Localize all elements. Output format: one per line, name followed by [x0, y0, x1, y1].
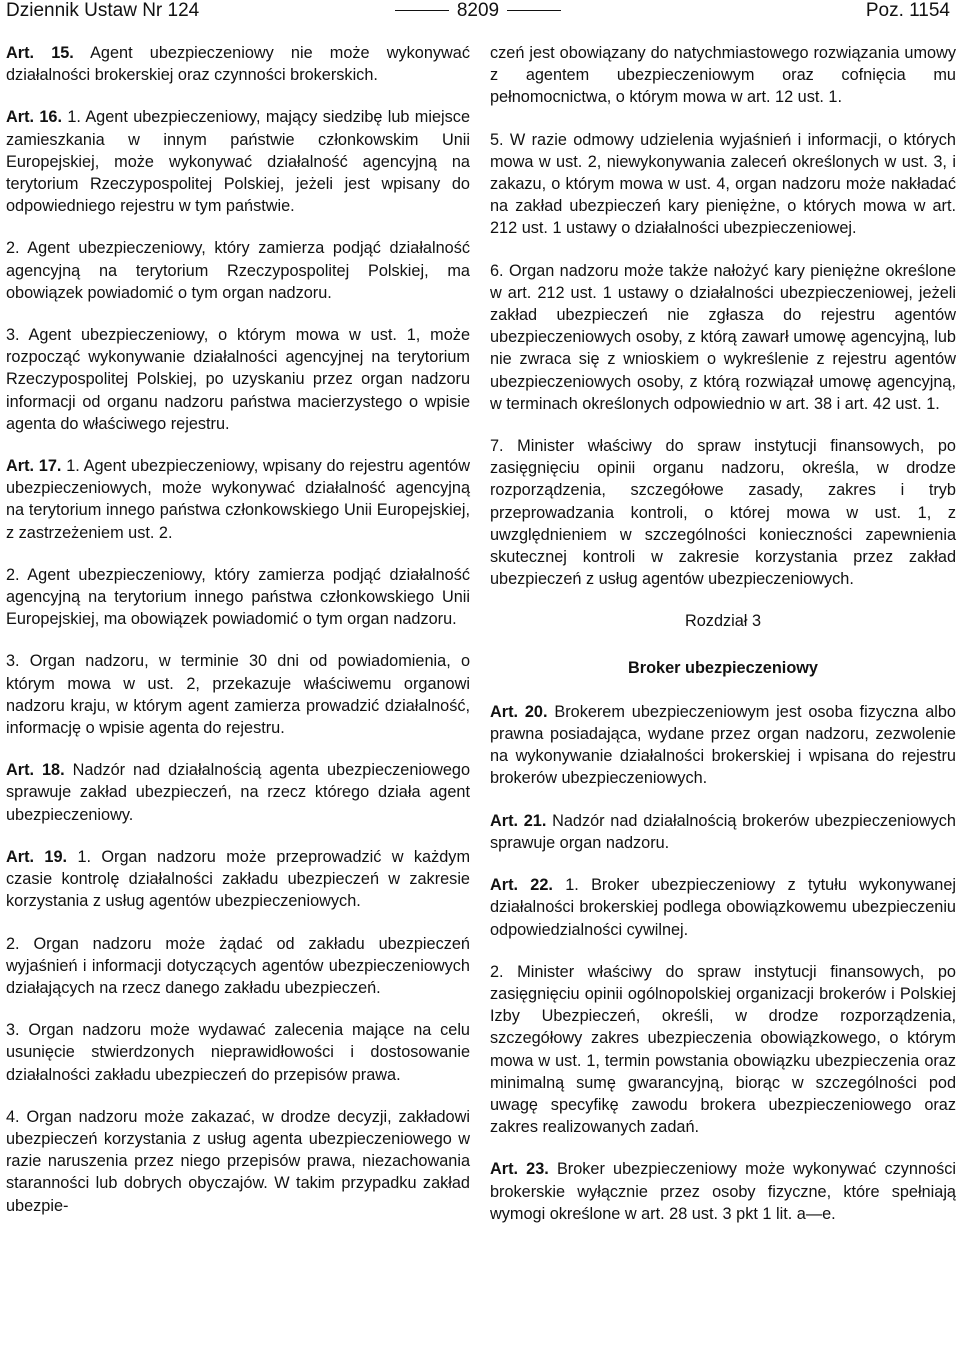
right-column — [490, 42, 956, 1245]
journal-title: Dziennik Ustaw Nr 124 — [6, 0, 200, 21]
article-number: Art. 18. — [6, 761, 65, 780]
paragraph-text: 4. Organ nadzoru może zakazać, w drodze decyzji, zakładowi ubezpieczeń korzystania z usług agenta ubezpieczeniowego w razie naruszenia przez niego przepisów prawa, niezachowania staranności lub dobrych obyczajów. W takim przypadku zakład ubezpie- — [6, 1107, 470, 1215]
paragraph-text: 6. Organ nadzoru może także nałożyć kary pieniężne określone w art. 212 ust. 1 ustawy o działalności ubezpieczeniowej, jeżeli zakład ubezpieczeń nie zgłasza do rejestru agentów ubezpieczeniowych osoby, z którą zawarł umowę agencyjną, lub nie zwraca się z wnioskiem o wykreślenie z rejestru agentów ubezpieczeniowych osoby, z którą rozwiązał umowę agencyjną, w terminach określonych odpowiednio w art. 38 i art. 42 ust. 1. — [490, 261, 956, 413]
paragraph-text: czeń jest obowiązany do natychmiastowego rozwiązania umowy z agentem ubezpieczeniowym oraz cofnięcia mu pełnomocnictwa, o którym mowa w art. 12 ust. 1. — [490, 44, 956, 107]
paragraph-text: Brokerem ubezpieczeniowym jest osoba fizyczna albo prawna posiadająca, wydane przez organ nadzoru, zezwolenie na wykonywanie działalności brokerskiej i wpisana do rejestru brokerów ubezpieczeniowych. — [490, 702, 956, 788]
paragraph-text: 2. Minister właściwy do spraw instytucji finansowych, po zasięgnięciu opinii ogólnopolskiej organizacji brokerów i Polskiej Izby Ubezpieczeń, określi, w drodze rozporządzenia, szczegółowy zakres ubezpieczenia obowiązkowego, o którym mowa w ust. 1, termin powstania obowiązku ubezpieczenia oraz minimalną sumę gwarancyjną, biorąc w szczególności pod uwagę specyfikę zawodu brokera ubezpieczeniowego oraz zakres realizowanych zadań. — [490, 962, 956, 1137]
article-number: Art. 17. — [6, 457, 62, 476]
paragraph-text: 1. Agent ubezpieczeniowy, wpisany do rejestru agentów ubezpieczeniowych, może wykonywać działalność agencyjną na terytorium innego państwa członkowskiego Unii Europejskiej, z zastrzeżeniem ust. 2. — [6, 457, 470, 542]
paragraph — [6, 106, 470, 217]
article-number: Art. 21. — [490, 811, 547, 830]
paragraph — [490, 874, 956, 941]
paragraph — [6, 1106, 470, 1217]
article-number: Art. 15. — [6, 44, 74, 62]
paragraph-text: 1. Agent ubezpieczeniowy, mający siedzibę lub miejsce zamieszkania w innym państwie członkowskim Unii Europejskiej, może wykonywać działalność agencyjną na terytorium Rzeczypospolitej Polskiej, jeżeli jest wpisany do odpowiedniego rejestru w tym państwie. — [6, 108, 470, 216]
paragraph-text: 1. Broker ubezpieczeniowy z tytułu wykonywanej działalności brokerskiej podlega obowiązkowemu ubezpieczeniu odpowiedzialności cywilnej. — [490, 876, 956, 939]
paragraph-text: Broker ubezpieczeniowy może wykonywać czynności brokerskie wyłącznie przez osoby fizyczne, które spełniają wymogi określone w art. 28 ust. 3 pkt 1 lit. a—e. — [490, 1160, 956, 1223]
paragraph — [6, 650, 470, 739]
paragraph — [490, 129, 956, 240]
article-number: Art. 20. — [490, 702, 548, 721]
dash-right — [507, 10, 561, 11]
paragraph — [6, 237, 470, 304]
paragraph-text: 2. Agent ubezpieczeniowy, który zamierza podjąć działalność agencyjną na terytorium Rzeczypospolitej Polskiej, ma obowiązek powiadomić o tym organ nadzoru. — [6, 239, 470, 302]
paragraph — [490, 42, 956, 109]
article-number: Art. 23. — [490, 1160, 549, 1179]
paragraph — [490, 810, 956, 854]
paragraph — [6, 564, 470, 631]
paragraph — [6, 933, 470, 1000]
paragraph-text: 1. Organ nadzoru może przeprowadzić w każdym czasie kontrolę działalności zakładu ubezpieczeń w zakresie korzystania z usług agentów ubezpieczeniowych. — [6, 847, 471, 911]
article-number: Art. 16. — [6, 108, 62, 127]
page-header — [6, 0, 950, 22]
page-number-line — [6, 0, 950, 22]
paragraph — [490, 260, 956, 415]
paragraph-text: 2. Agent ubezpieczeniowy, który zamierza podjąć działalność agencyjną na terytorium innego państwa członkowskiego Unii Europejskiej, ma obowiązek powiadomić o tym organ nadzoru. — [6, 565, 470, 629]
paragraph — [6, 324, 470, 435]
position-number: Poz. 1154 — [865, 0, 950, 21]
paragraph-text: 2. Organ nadzoru może żądać od zakładu ubezpieczeń wyjaśnień i informacji dotyczących agentów ubezpieczeniowych działających na rzecz danego zakładu ubezpieczeń. — [6, 934, 470, 997]
paragraph — [490, 701, 956, 790]
paragraph — [490, 1158, 956, 1225]
paragraph-text: Nadzór nad działalnością agenta ubezpieczeniowego sprawuje zakład ubezpieczeń, na rzecz którego działa agent ubezpieczeniowy. — [6, 761, 470, 824]
page-number: 8209 — [456, 0, 500, 21]
paragraph-text: 5. W razie odmowy udzielenia wyjaśnień i informacji, o których mowa w ust. 2, niewykonywania zaleceń określonych w ust. 3, i zakazu, o którym mowa w ust. 4, organ nadzoru może nakładać na zakład ubezpieczeń kary pieniężne, o których mowa w art. 212 ust. 1 ustawy o działalności ubezpieczeniowej. — [490, 130, 956, 238]
paragraph — [490, 435, 956, 590]
paragraph — [6, 846, 470, 913]
chapter-heading: Rozdział 3 — [684, 612, 762, 631]
dash-left — [395, 10, 449, 11]
paragraph-text: 3. Organ nadzoru, w terminie 30 dni od powiadomienia, o którym mowa w ust. 2, przekazuje właściwemu organowi nadzoru kraju, w którym agent zamierza prowadzić działalność, informację o wpisie agenta do rejestru. — [6, 652, 470, 738]
paragraph-text: 3. Organ nadzoru może wydawać zalecenia mające na celu usunięcie stwierdzonych nieprawidłowości i dostosowanie działalności zakładu ubezpieczeń do przepisów prawa. — [6, 1021, 470, 1084]
paragraph — [6, 759, 470, 826]
article-number: Art. 22. — [490, 876, 553, 895]
paragraph — [6, 42, 470, 86]
paragraph-text: Nadzór nad działalnością brokerów ubezpieczeniowych sprawuje organ nadzoru. — [490, 811, 956, 852]
article-number: Art. 19. — [6, 847, 68, 866]
chapter-title: Broker ubezpieczeniowy — [627, 658, 818, 677]
paragraph-text: 3. Agent ubezpieczeniowy, o którym mowa w ust. 1, może rozpocząć wykonywanie działalności agencyjnej na terytorium Rzeczypospolitej Polskiej, po uzyskaniu przez organ nadzoru informacji od organu nadzoru państwa macierzystego o wpisie agenta do właściwego rejestru. — [6, 326, 470, 433]
paragraph-text: Agent ubezpieczeniowy nie może wykonywać działalności brokerskiej oraz czynności brokerskich. — [6, 44, 470, 85]
paragraph — [490, 961, 956, 1139]
paragraph-text: 7. Minister właściwy do spraw instytucji finansowych, po zasięgnięciu opinii organu nadzoru, określa, w drodze rozporządzenia, szczegółowe zasady, zakres i tryb przeprowadzania kontroli, o której mowa w ust. 1, z uwzględnieniem w szczególności konieczności zapewnienia skutecznej kontroli w zakresie korzystania przez zakład ubezpieczeń z usług agentów ubezpieczeniowych. — [490, 437, 956, 589]
left-column — [6, 42, 470, 1237]
paragraph — [6, 1019, 470, 1086]
paragraph — [6, 455, 470, 544]
